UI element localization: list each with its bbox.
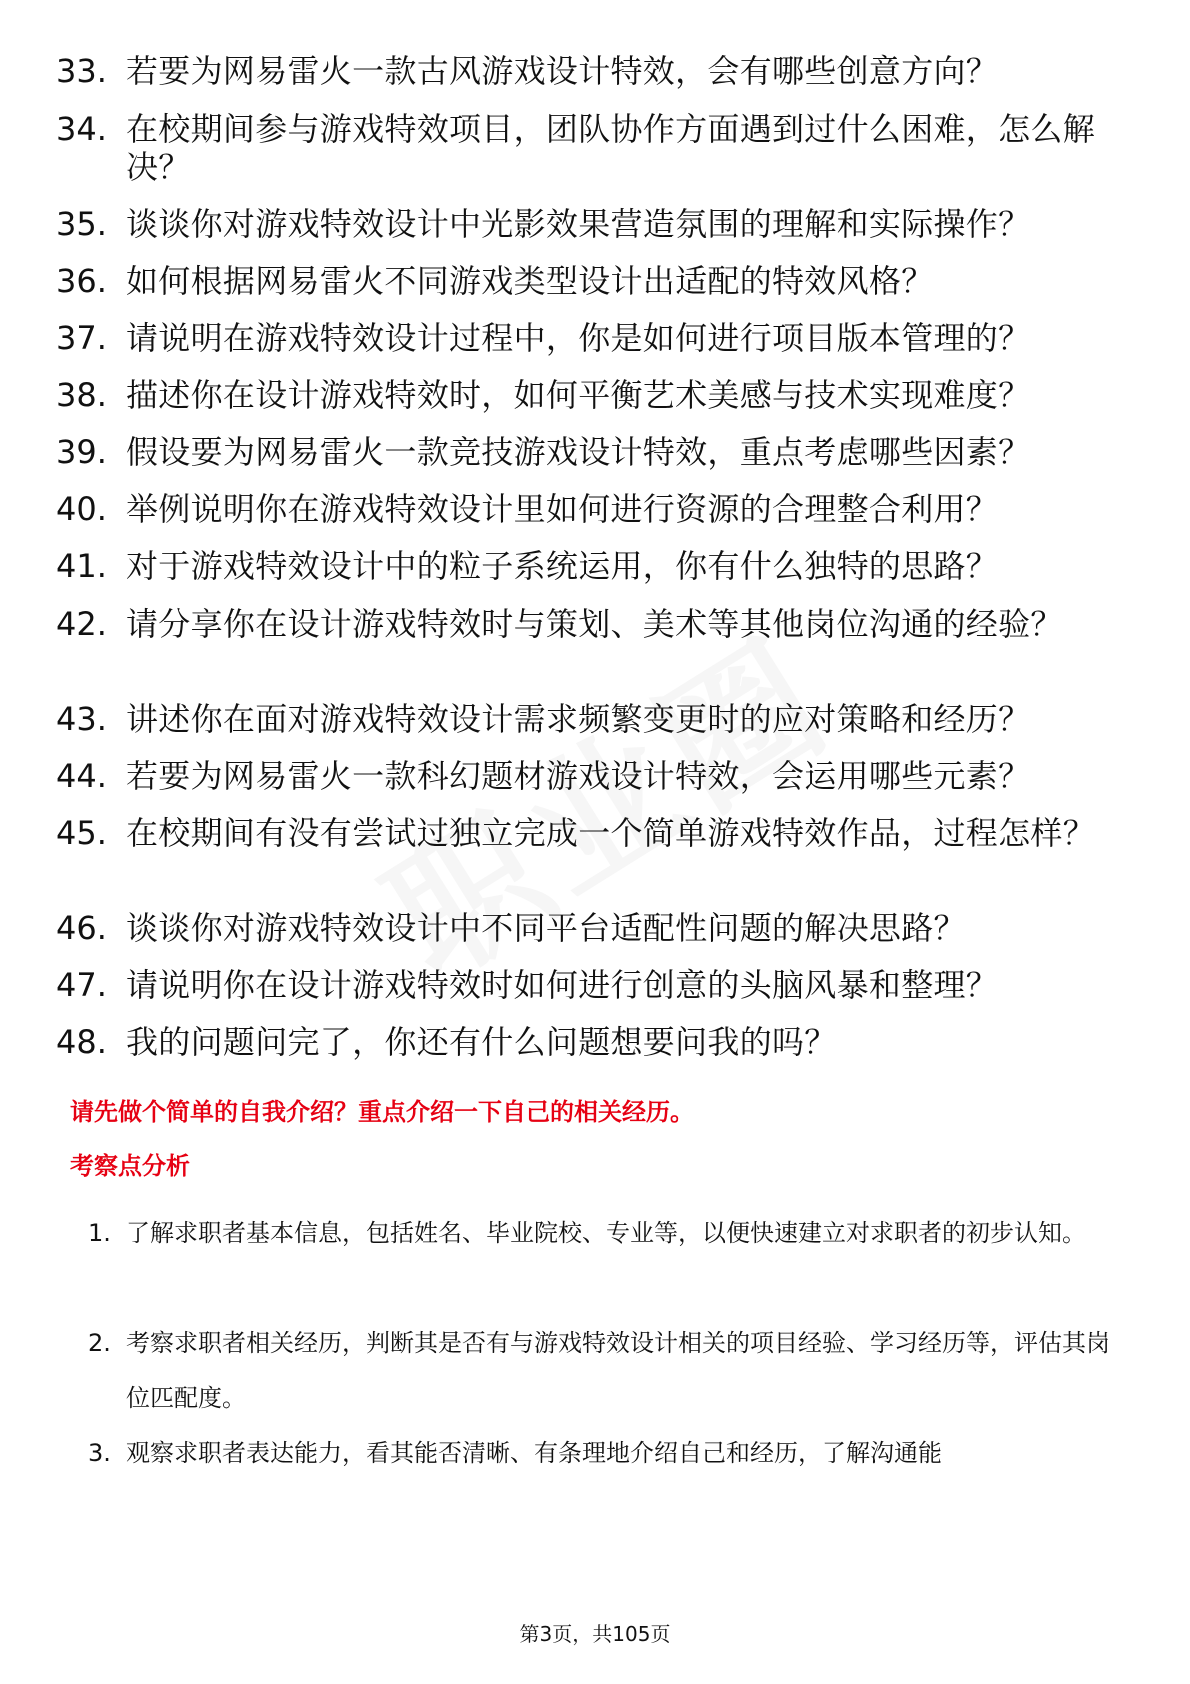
section-question: 请先做个简单的自我介绍？重点介绍一下自己的相关经历。	[70, 1098, 694, 1126]
analysis-number: 3.	[88, 1439, 111, 1467]
question-text: 如何根据网易雷火不同游戏类型设计出适配的特效风格？	[126, 262, 934, 300]
watermark	[229, 515, 990, 1104]
question-text: 对于游戏特效设计中的粒子系统运用，你有什么独特的思路？	[126, 547, 999, 585]
question-text: 举例说明你在游戏特效设计里如何进行资源的合理整合利用？	[126, 490, 999, 528]
question-text: 假设要为网易雷火一款竞技游戏设计特效，重点考虑哪些因素？	[126, 433, 1031, 471]
question-number: 41.	[56, 547, 107, 585]
question-number: 36.	[56, 262, 107, 300]
question-text: 若要为网易雷火一款古风游戏设计特效，会有哪些创意方向？	[126, 52, 999, 90]
question-text: 描述你在设计游戏特效时，如何平衡艺术美感与技术实现难度？	[126, 376, 1031, 414]
question-text: 在校期间参与游戏特效项目，团队协作方面遇到过什么困难，怎么解决？	[126, 110, 1096, 186]
question-text: 请说明你在设计游戏特效时如何进行创意的头脑风暴和整理？	[126, 966, 999, 1004]
question-text: 在校期间有没有尝试过独立完成一个简单游戏特效作品，过程怎样？	[126, 814, 1096, 852]
question-number: 33.	[56, 52, 107, 90]
question-text: 我的问题问完了，你还有什么问题想要问我的吗？	[126, 1023, 837, 1061]
question-number: 48.	[56, 1023, 107, 1061]
question-text: 请分享你在设计游戏特效时与策划、美术等其他岗位沟通的经验？	[126, 605, 1063, 643]
analysis-number: 2.	[88, 1329, 111, 1357]
question-text: 谈谈你对游戏特效设计中不同平台适配性问题的解决思路？	[126, 909, 966, 947]
question-number: 45.	[56, 814, 107, 852]
question-number: 38.	[56, 376, 107, 414]
analysis-text: 考察求职者相关经历，判断其是否有与游戏特效设计相关的项目经验、学习经历等，评估其岗位匹配度。	[126, 1329, 1110, 1412]
analysis-heading: 考察点分析	[70, 1152, 190, 1180]
question-text: 若要为网易雷火一款科幻题材游戏设计特效，会运用哪些元素？	[126, 757, 1031, 795]
question-number: 42.	[56, 605, 107, 643]
analysis-text: 了解求职者基本信息，包括姓名、毕业院校、专业等，以便快速建立对求职者的初步认知。	[126, 1219, 1086, 1247]
question-text: 讲述你在面对游戏特效设计需求频繁变更时的应对策略和经历？	[126, 700, 1031, 738]
question-text: 谈谈你对游戏特效设计中光影效果营造氛围的理解和实际操作？	[126, 205, 1031, 243]
question-text: 请说明在游戏特效设计过程中，你是如何进行项目版本管理的？	[126, 319, 1031, 357]
analysis-number: 1.	[88, 1219, 111, 1247]
question-number: 46.	[56, 909, 107, 947]
question-number: 43.	[56, 700, 107, 738]
question-number: 47.	[56, 966, 107, 1004]
question-number: 40.	[56, 490, 107, 528]
question-number: 37.	[56, 319, 107, 357]
question-number: 34.	[56, 110, 107, 148]
question-number: 35.	[56, 205, 107, 243]
analysis-text: 观察求职者表达能力，看其能否清晰、有条理地介绍自己和经历，了解沟通能	[126, 1439, 942, 1467]
page-footer: 第3页，共105页	[519, 1622, 671, 1646]
question-number: 44.	[56, 757, 107, 795]
question-number: 39.	[56, 433, 107, 471]
